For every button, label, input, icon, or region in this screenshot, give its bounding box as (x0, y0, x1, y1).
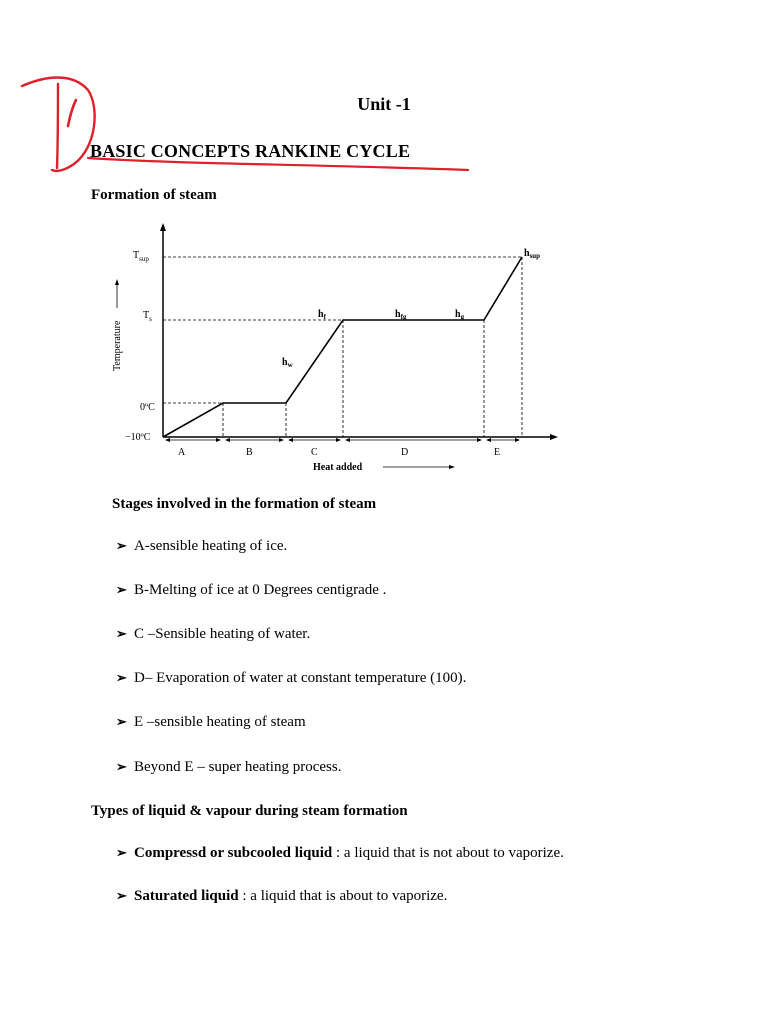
stage-item-b: ➢ B-Melting of ice at 0 Degrees centigrade . (116, 582, 387, 598)
x-axis-arrow-icon (550, 434, 558, 440)
x-axis-label: Heat added (313, 462, 363, 473)
y-axis-label: Temperature (112, 320, 123, 371)
x-label-arrow-icon (449, 465, 455, 469)
y-axis-arrow-icon (160, 223, 166, 231)
section-heading-formation: Formation of steam (91, 187, 217, 203)
unit-title: Unit -1 (357, 94, 411, 114)
y-label-arrow-icon (115, 279, 119, 285)
segment-label-c: C (311, 447, 318, 458)
bullet-arrow-icon: ➢ (116, 538, 127, 553)
bullet-arrow-icon: ➢ (116, 759, 127, 774)
temperature-curve (163, 257, 522, 437)
guide-lines (163, 257, 522, 437)
segment-label-d: D (401, 447, 409, 458)
y-tick-minus10c: −10ºC (125, 432, 151, 443)
stage-item-beyond-e: ➢ Beyond E – super heating process. (116, 759, 342, 775)
segment-label-a: A (178, 447, 186, 458)
stage-item-c: ➢ C –Sensible heating of water. (116, 626, 311, 642)
label-hfg: $h_{fg}$ (395, 309, 407, 321)
label-hf: $h_f$ (318, 309, 326, 321)
section-heading-types: Types of liquid & vapour during steam formation (91, 803, 408, 819)
bullet-arrow-icon: ➢ (116, 845, 127, 860)
stage-item-a: ➢ A-sensible heating of ice. (116, 538, 288, 554)
label-hsup: $h_{sup}$ (524, 248, 541, 260)
y-tick-ts: $T_s$ (143, 310, 152, 323)
type-item-saturated-liquid: ➢ Saturated liquid : a liquid that is about to vaporize. (116, 888, 448, 904)
main-heading: BASIC CONCEPTS RANKINE CYCLE (90, 141, 411, 161)
stage-item-d: ➢ D– Evaporation of water at constant temperature (100). (116, 670, 467, 686)
bullet-arrow-icon: ➢ (116, 670, 127, 685)
label-hg: $h_g$ (455, 309, 465, 321)
section-heading-stages: Stages involved in the formation of steam (112, 496, 377, 512)
stage-item-e: ➢ E –sensible heating of steam (116, 714, 306, 730)
segment-label-e: E (494, 447, 501, 458)
bullet-arrow-icon: ➢ (116, 582, 127, 597)
bullet-arrow-icon: ➢ (116, 626, 127, 641)
bullet-arrow-icon: ➢ (116, 888, 127, 903)
label-hw: $h_w$ (282, 357, 293, 369)
y-tick-tsup: $T_{sup}$ (133, 250, 149, 263)
y-tick-0c: 0ºC (140, 402, 155, 413)
segment-label-b: B (246, 447, 253, 458)
steam-formation-diagram (0, 0, 768, 500)
type-item-compressed-liquid: ➢ Compressd or subcooled liquid : a liquid that is not about to vaporize. (116, 845, 564, 861)
bullet-arrow-icon: ➢ (116, 714, 127, 729)
